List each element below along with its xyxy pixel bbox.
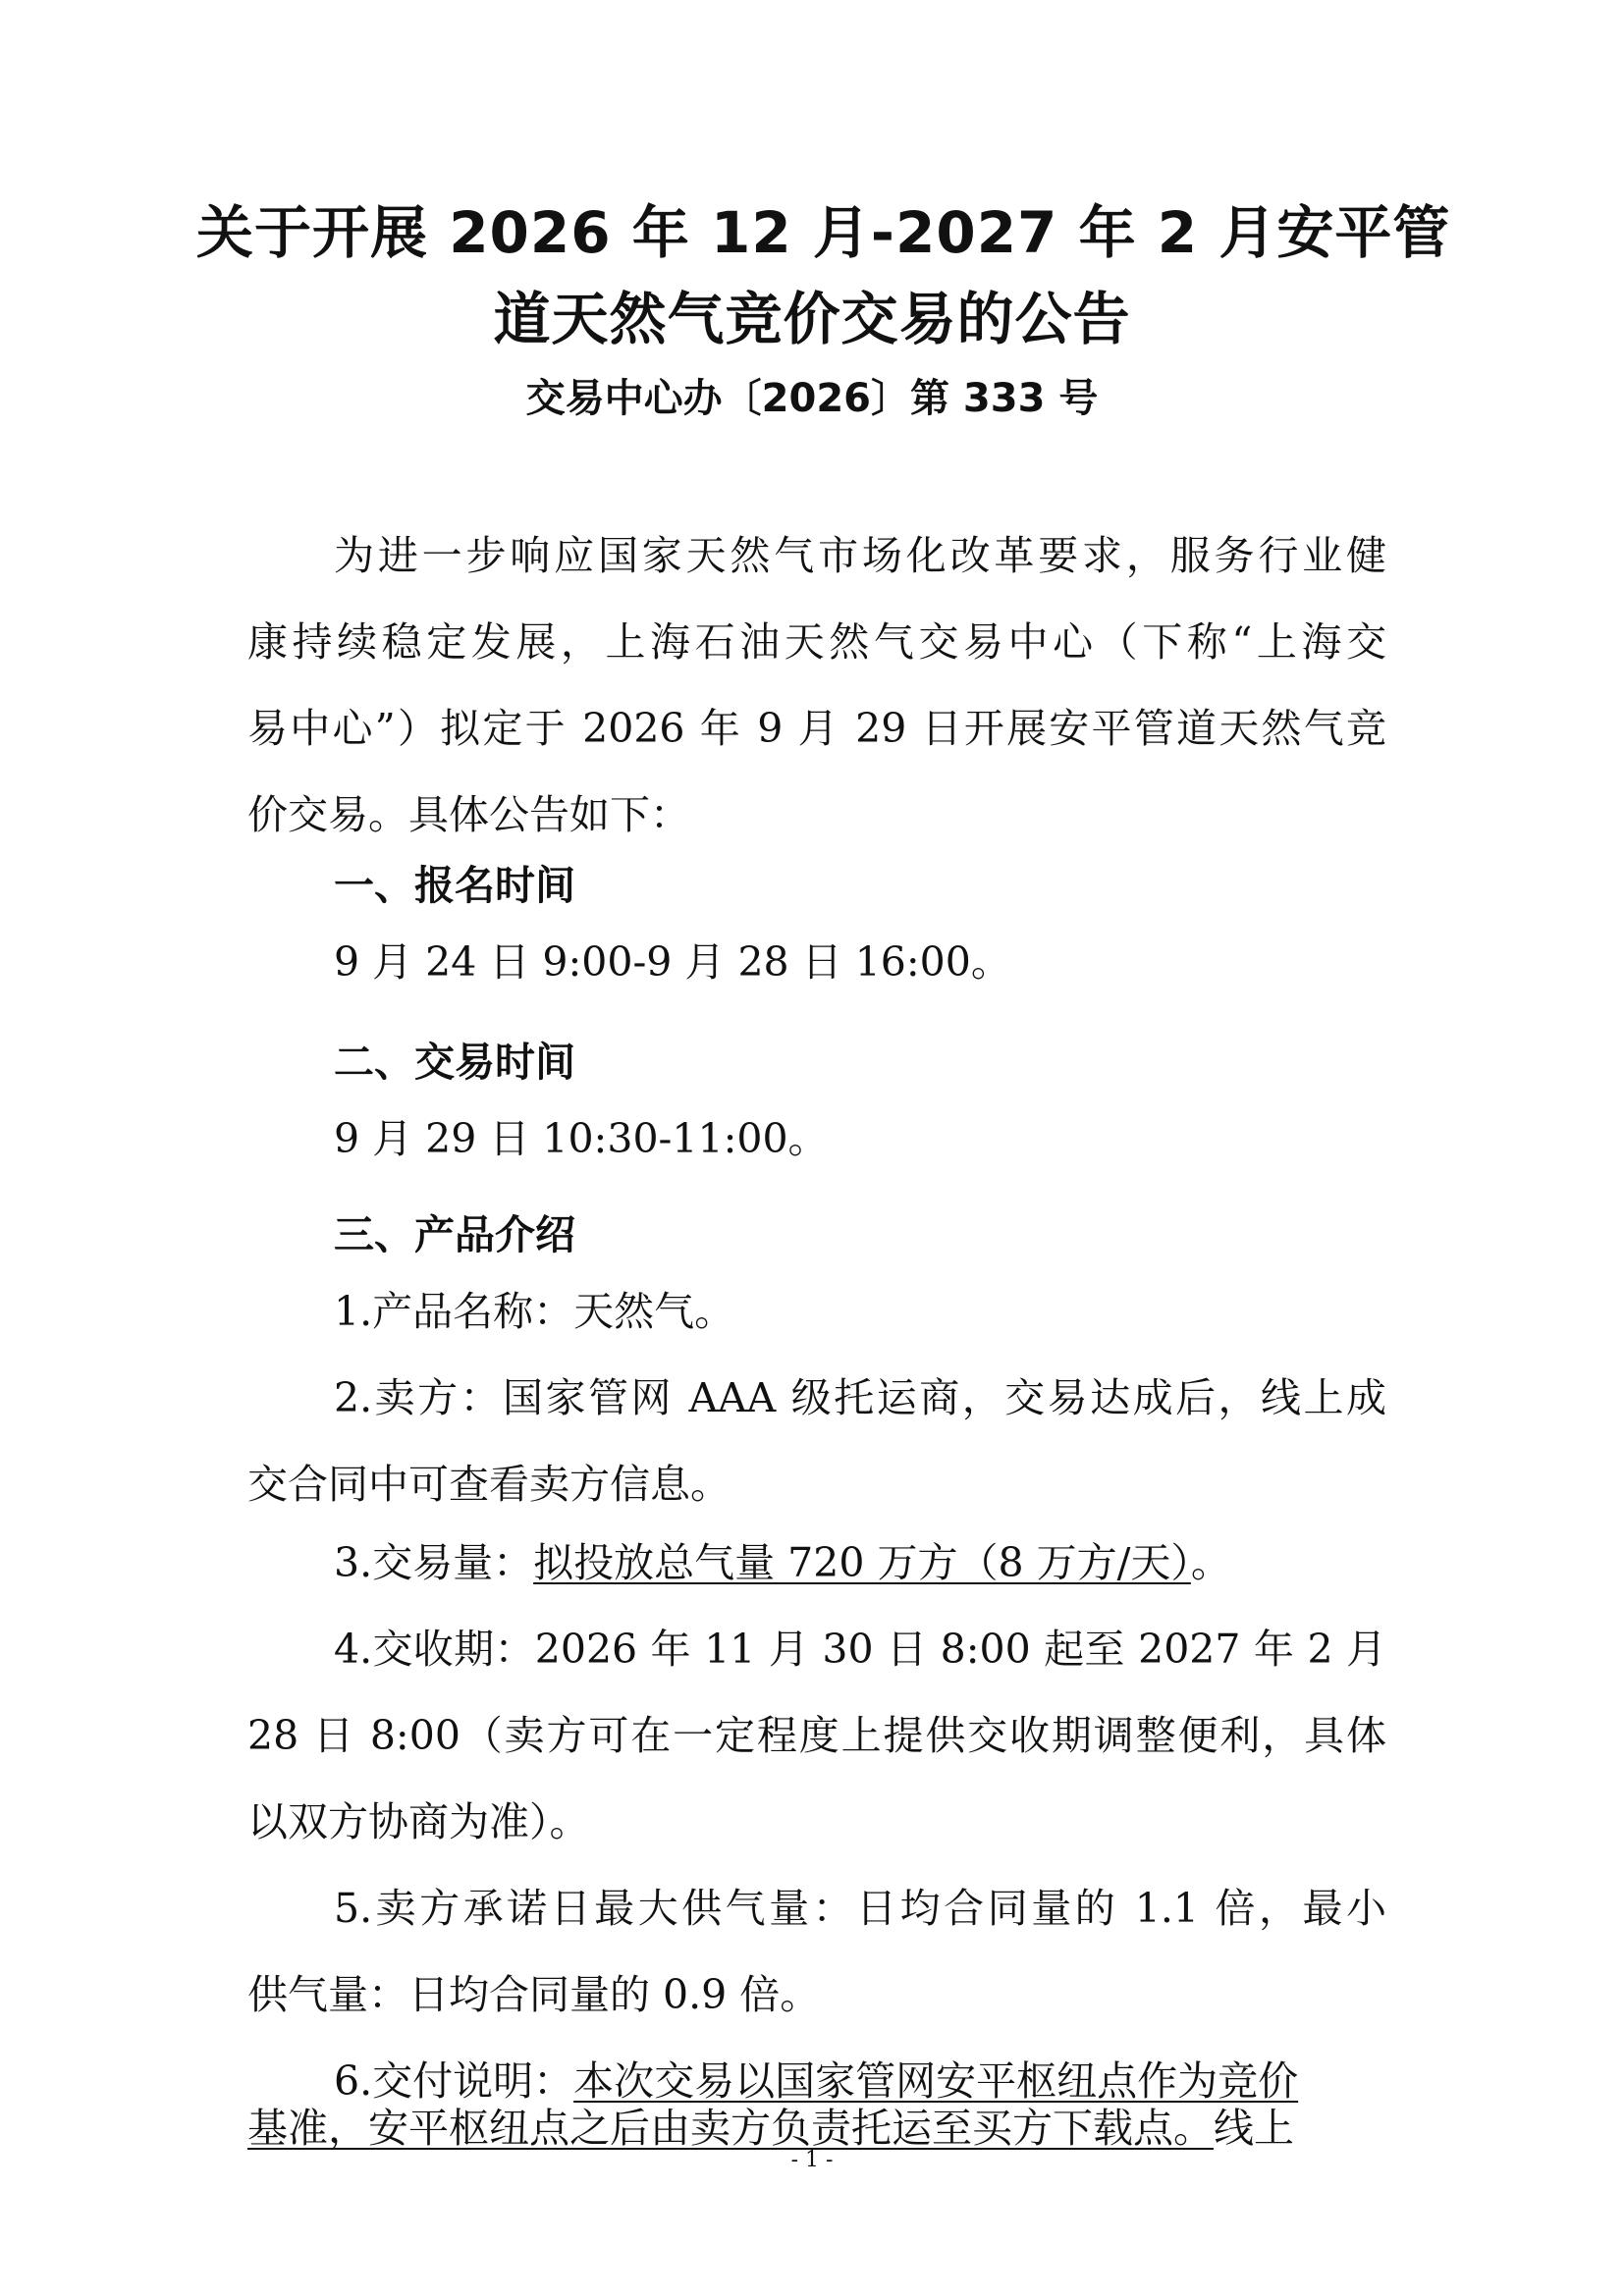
product-item-5-line-1: 5.卖方承诺日最大供气量：日均合同量的 1.1 倍，最小: [334, 1885, 1386, 1932]
product-item-3: [334, 1533, 1386, 1592]
product-item-2-line-2: 交合同中可查看卖方信息。: [247, 1461, 731, 1508]
intro-line-2: 康持续稳定发展，上海石油天然气交易中心（下称“上海交: [247, 618, 1386, 666]
section-heading-trading-time: 二、交易时间: [334, 1039, 575, 1086]
product-item-6-label: 6.交付说明：: [334, 2057, 574, 2105]
product-item-4-line-1: 4.交收期：2026 年 11 月 30 日 8:00 起至 2027 年 2 月: [334, 1626, 1386, 1673]
product-item-2-line-1: 2.卖方：国家管网 AAA 级托运商，交易达成后，线上成: [334, 1374, 1386, 1421]
document-title-line-2: 道天然气竞价交易的公告: [493, 286, 1131, 352]
product-item-4-line-2: 28 日 8:00（卖方可在一定程度上提供交收期调整便利，具体: [247, 1712, 1386, 1759]
section-heading-product-intro: 三、产品介绍: [334, 1211, 575, 1258]
trade-volume-underlined: 拟投放总气量 720 万方（8 万方/天）: [533, 1539, 1191, 1586]
product-item-1: 1.产品名称：天然气。: [334, 1288, 735, 1335]
product-item-3-label: 3.交易量：: [334, 1539, 534, 1586]
document-title-line-1: 关于开展 2026 年 12 月-2027 年 2 月安平管: [196, 199, 1451, 266]
delivery-note-underlined-2: 基准，安平枢纽点之后由卖方负责托运至买方下载点。: [247, 2105, 1214, 2152]
section-heading-registration-time: 一、报名时间: [334, 862, 575, 909]
intro-line-1: 为进一步响应国家天然气市场化改革要求，服务行业健: [334, 532, 1386, 579]
registration-time-text: 9 月 24 日 9:00-9 月 28 日 16:00。: [334, 938, 1011, 986]
product-item-5-line-2: 供气量：日均合同量的 0.9 倍。: [247, 1971, 821, 2018]
document-number: 交易中心办〔2026〕第 333 号: [525, 376, 1099, 421]
page-number: - 1 -: [790, 2148, 834, 2172]
intro-line-3: 易中心”）拟定于 2026 年 9 月 29 日开展安平管道天然气竞: [247, 705, 1386, 752]
delivery-note-tail: 线上: [1214, 2105, 1294, 2152]
delivery-note-underlined-1: 本次交易以国家管网安平枢纽点作为竞价: [573, 2057, 1299, 2105]
intro-line-4: 价交易。具体公告如下：: [247, 791, 690, 838]
product-item-4-line-3: 以双方协商为准）。: [247, 1798, 590, 1845]
product-item-3-period: 。: [1190, 1539, 1231, 1586]
trading-time-text: 9 月 29 日 10:30-11:00。: [334, 1115, 829, 1162]
